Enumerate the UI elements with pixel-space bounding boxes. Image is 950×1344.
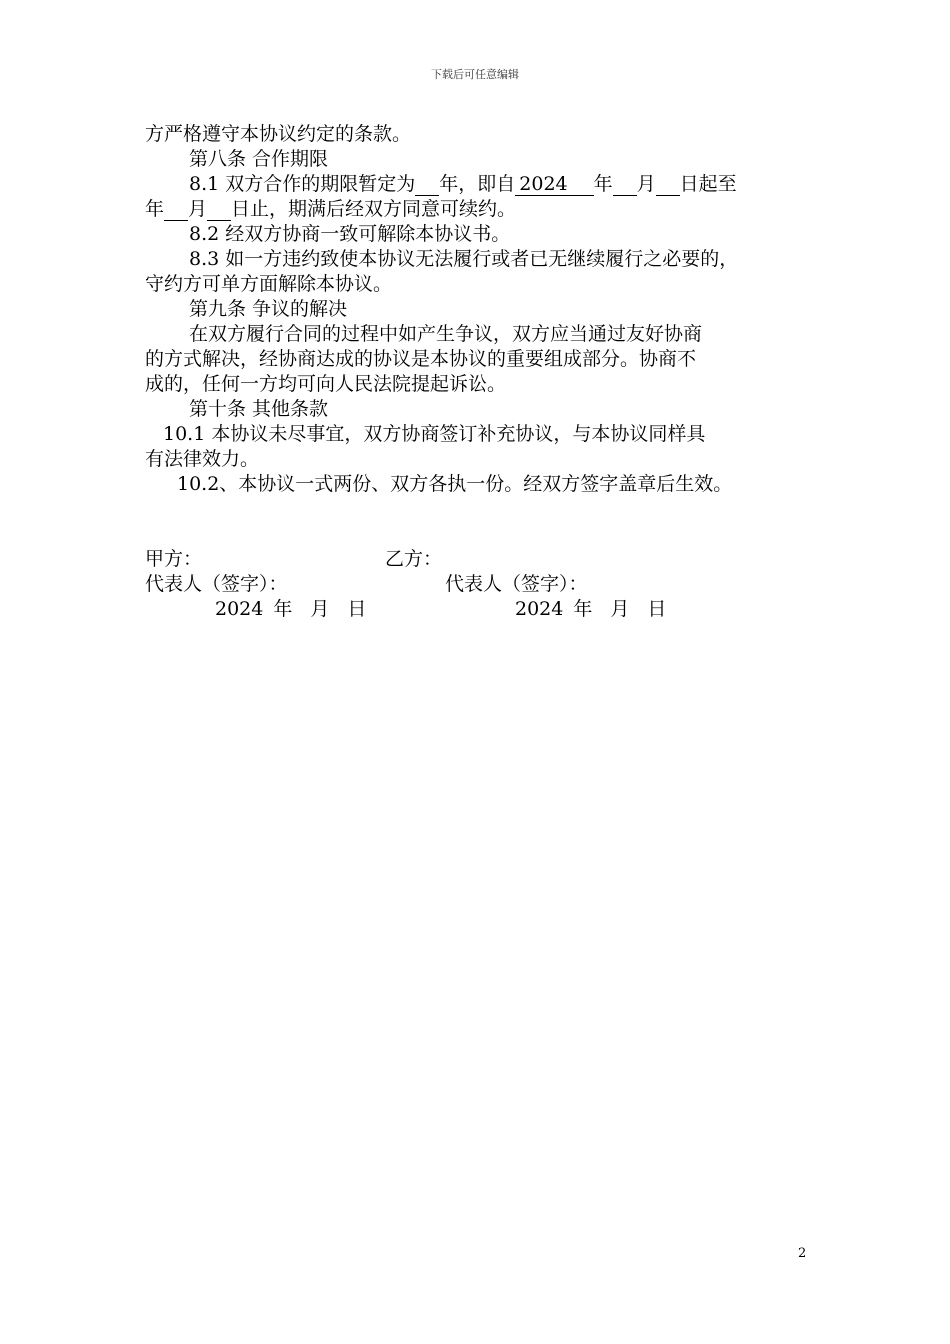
clause-10-1-line2: 有法律效力。 — [145, 448, 260, 470]
blank-end-month — [164, 199, 188, 221]
clause-9-line3: 成的，任何一方均可向人民法院提起诉讼。 — [145, 373, 507, 395]
date-a: 2024 年 月 日 — [215, 598, 367, 620]
article-9-title: 第九条 争议的解决 — [189, 298, 348, 320]
clause-8-3-line2: 守约方可单方面解除本协议。 — [145, 273, 393, 295]
clause-10-2: 10.2、本协议一式两份、双方各执一份。经双方签字盖章后生效。 — [177, 473, 733, 495]
clause-8-2: 8.2 经双方协商一致可解除本协议书。 — [189, 223, 511, 245]
header-note: 下载后可任意编辑 — [431, 68, 519, 81]
blank-start-month — [613, 174, 637, 196]
blank-end-day — [207, 199, 231, 221]
date-b: 2024 年 月 日 — [515, 598, 667, 620]
page-number: 2 — [798, 1246, 807, 1261]
party-a-label: 甲方： — [145, 548, 203, 570]
rep-b-label: 代表人（签字）： — [445, 573, 588, 595]
continued-line: 方严格遵守本协议约定的条款。 — [145, 123, 412, 145]
clause-8-3-line1: 8.3 如一方违约致使本协议无法履行或者已无继续履行之必要的， — [189, 248, 739, 270]
document-body — [145, 122, 825, 622]
rep-a-label: 代表人（签字）： — [145, 573, 288, 595]
clause-8-1-line2: 年 月 日止，期满后经双方同意可续约。 — [145, 198, 517, 220]
date-row — [145, 597, 825, 622]
blank-years — [415, 174, 439, 196]
party-row — [145, 547, 825, 572]
clause-9-line1: 在双方履行合同的过程中如产生争议，双方应当通过友好协商 — [189, 323, 703, 345]
start-year-field: 2024 — [515, 174, 593, 196]
blank-start-day — [656, 174, 680, 196]
representative-row — [145, 572, 825, 597]
article-8-title: 第八条 合作期限 — [189, 148, 329, 170]
clause-8-1-line1: 8.1 双方合作的期限暂定为 年，即自 2024 年 月 日起至 — [189, 173, 737, 195]
party-b-label: 乙方： — [385, 548, 443, 570]
article-10-title: 第十条 其他条款 — [189, 398, 329, 420]
clause-9-line2: 的方式解决，经协商达成的协议是本协议的重要组成部分。协商不 — [145, 348, 697, 370]
clause-10-1-line1: 10.1 本协议未尽事宜，双方协商签订补充协议，与本协议同样具 — [163, 423, 706, 445]
